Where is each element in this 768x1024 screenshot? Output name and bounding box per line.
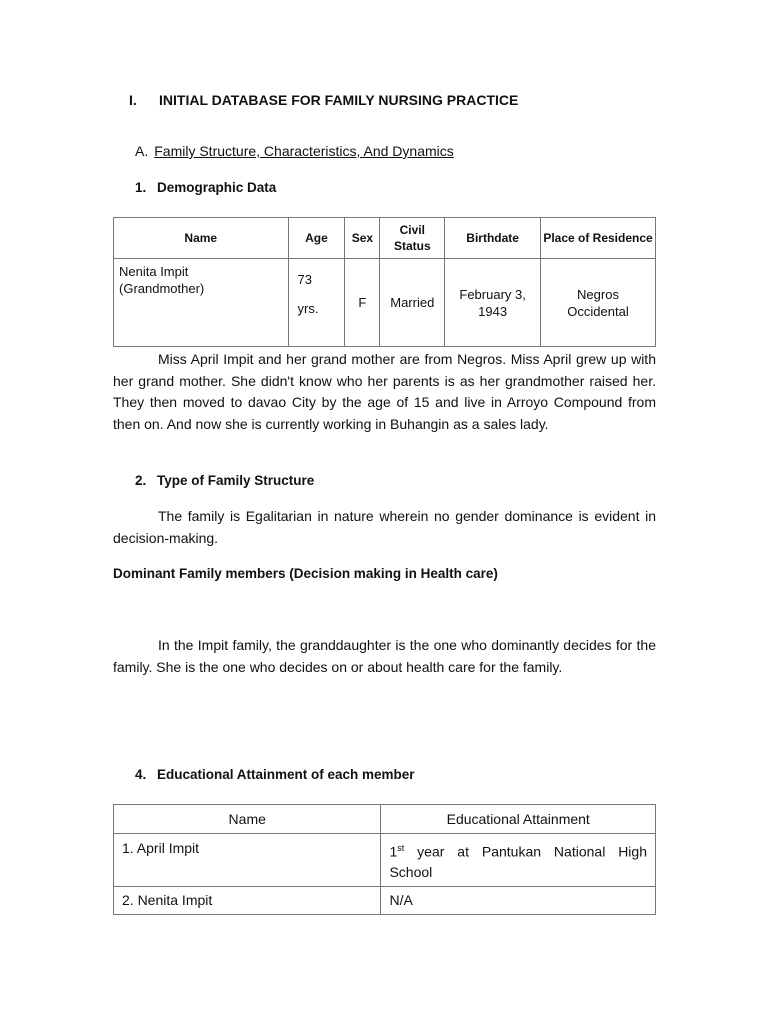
cell-name (114, 259, 289, 347)
header-age: Age (288, 218, 345, 259)
name-line-1: Nenita Impit (119, 264, 189, 279)
name-line-2: (Grandmother) (119, 281, 205, 296)
edu-name-cell: 1. April Impit (114, 834, 381, 887)
cell-civil-status: Married (380, 259, 445, 347)
demographic-number: 1. (135, 180, 147, 195)
table-row (114, 886, 656, 914)
family-structure-heading (135, 473, 314, 488)
table-row (114, 259, 656, 347)
section-a-heading (135, 143, 454, 159)
age-value: 73 (297, 272, 313, 287)
section-a-letter: A. (135, 143, 149, 159)
document-heading (129, 92, 518, 108)
edu-name-cell: 2. Nenita Impit (114, 886, 381, 914)
dominant-paragraph: In the Impit family, the granddaughter is the one who dominantly decides for the family. She is the one who decides on or about health care for the family. (113, 637, 656, 675)
family-structure-number: 2. (135, 473, 147, 488)
table-row (114, 834, 656, 887)
dominant-heading: Dominant Family members (Decision making in Health care) (113, 566, 498, 581)
education-number: 4. (135, 767, 147, 782)
family-structure-title: Type of Family Structure (157, 473, 315, 488)
attainment-text: year at Pantukan National High School (389, 843, 647, 880)
header-name: Name (114, 218, 289, 259)
cell-age (288, 259, 345, 347)
edu-attainment-cell (381, 834, 656, 887)
background-paragraph: Miss April Impit and her grand mother are from Negros. Miss April grew up with her grand mother. She didn't know who her parents is as her grandmother raised her. They then moved to davao City by the age of 15 and live in Arroyo Compound from then on. And now she is currently working in Buhangin as a sales lady. (113, 351, 656, 432)
cell-sex: F (345, 259, 380, 347)
header-edu-name: Name (114, 805, 381, 834)
demographic-heading (135, 180, 276, 195)
heading-title: INITIAL DATABASE FOR FAMILY NURSING PRACTICE (159, 92, 519, 108)
ordinal-number: 1 (389, 843, 398, 860)
heading-number: I. (129, 92, 137, 108)
education-header-row (114, 805, 656, 834)
education-heading (135, 767, 415, 782)
family-structure-paragraph: The family is Egalitarian in nature wherein no gender dominance is evident in decision-making. (113, 508, 656, 546)
cell-residence: Negros Occidental (541, 259, 656, 347)
age-unit: yrs. (297, 301, 319, 316)
header-residence: Place of Residence (541, 218, 656, 259)
education-title: Educational Attainment of each member (157, 767, 415, 782)
header-edu-attainment: Educational Attainment (381, 805, 656, 834)
edu-attainment-cell: N/A (381, 886, 656, 914)
demographic-header-row (114, 218, 656, 259)
header-birthdate: Birthdate (445, 218, 541, 259)
header-sex: Sex (345, 218, 380, 259)
demographic-table (113, 217, 656, 347)
ordinal-suffix: st (397, 843, 405, 853)
education-table (113, 804, 656, 915)
demographic-title: Demographic Data (157, 180, 277, 195)
header-civil-status: Civil Status (380, 218, 445, 259)
section-a-title: Family Structure, Characteristics, And Dynamics (154, 143, 454, 159)
cell-birthdate: February 3, 1943 (445, 259, 541, 347)
